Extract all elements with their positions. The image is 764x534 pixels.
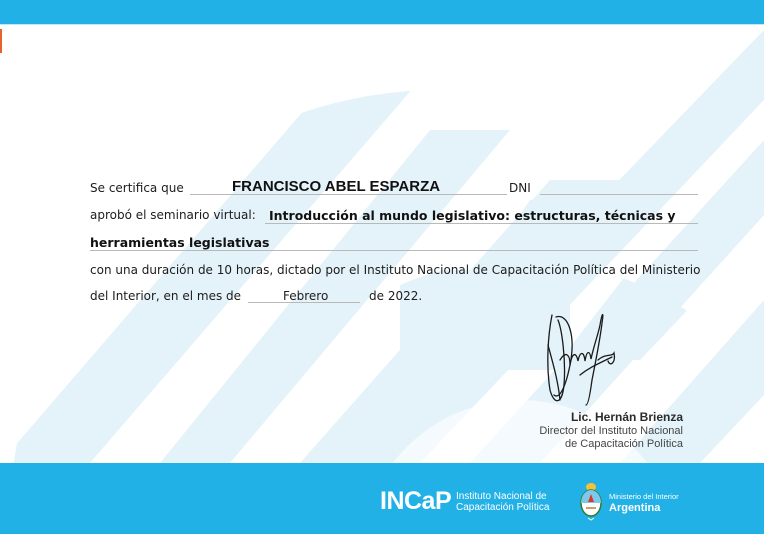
incap-subtitle-line2: Capacitación Política — [456, 502, 550, 513]
incap-logo: INCaP — [380, 487, 452, 515]
argentina-coat-of-arms-icon — [578, 481, 604, 521]
year-suffix: de 2022. — [369, 289, 423, 303]
ministry-line1: Ministerio del Interior — [609, 492, 679, 501]
signatory-name: Lic. Hernán Brienza — [570, 410, 683, 424]
top-header-bar — [0, 0, 764, 25]
seminar-prefix: aprobó el seminario virtual: — [90, 208, 256, 222]
month-value: Febrero — [283, 289, 329, 303]
dni-field — [540, 194, 698, 195]
seminar-title-field-2 — [90, 250, 698, 251]
seminar-title-line2: herramientas legislativas — [90, 235, 270, 250]
ministry-line2: Argentina — [609, 502, 661, 514]
incap-subtitle — [456, 491, 549, 513]
month-prefix: del Interior, en el mes de — [90, 289, 242, 303]
duration-text: con una duración de 10 horas, dictado por el Instituto Nacional de Capacitación Política del Ministerio — [90, 263, 701, 277]
incap-subtitle-line1: Instituto Nacional de — [456, 491, 547, 502]
signatory-role-line1: Director del Instituto Nacional — [539, 425, 683, 437]
recipient-name: FRANCISCO ABEL ESPARZA — [232, 178, 441, 195]
signatory-block — [539, 410, 683, 451]
seminar-title-field-1 — [265, 223, 698, 224]
certify-prefix: Se certifica que — [90, 181, 184, 195]
signatory-role-line2: de Capacitación Política — [564, 438, 683, 450]
dni-label: DNI — [509, 181, 531, 195]
signature-icon — [540, 305, 640, 415]
seminar-title-line1: Introducción al mundo legislativo: estructuras, técnicas y — [269, 208, 676, 223]
